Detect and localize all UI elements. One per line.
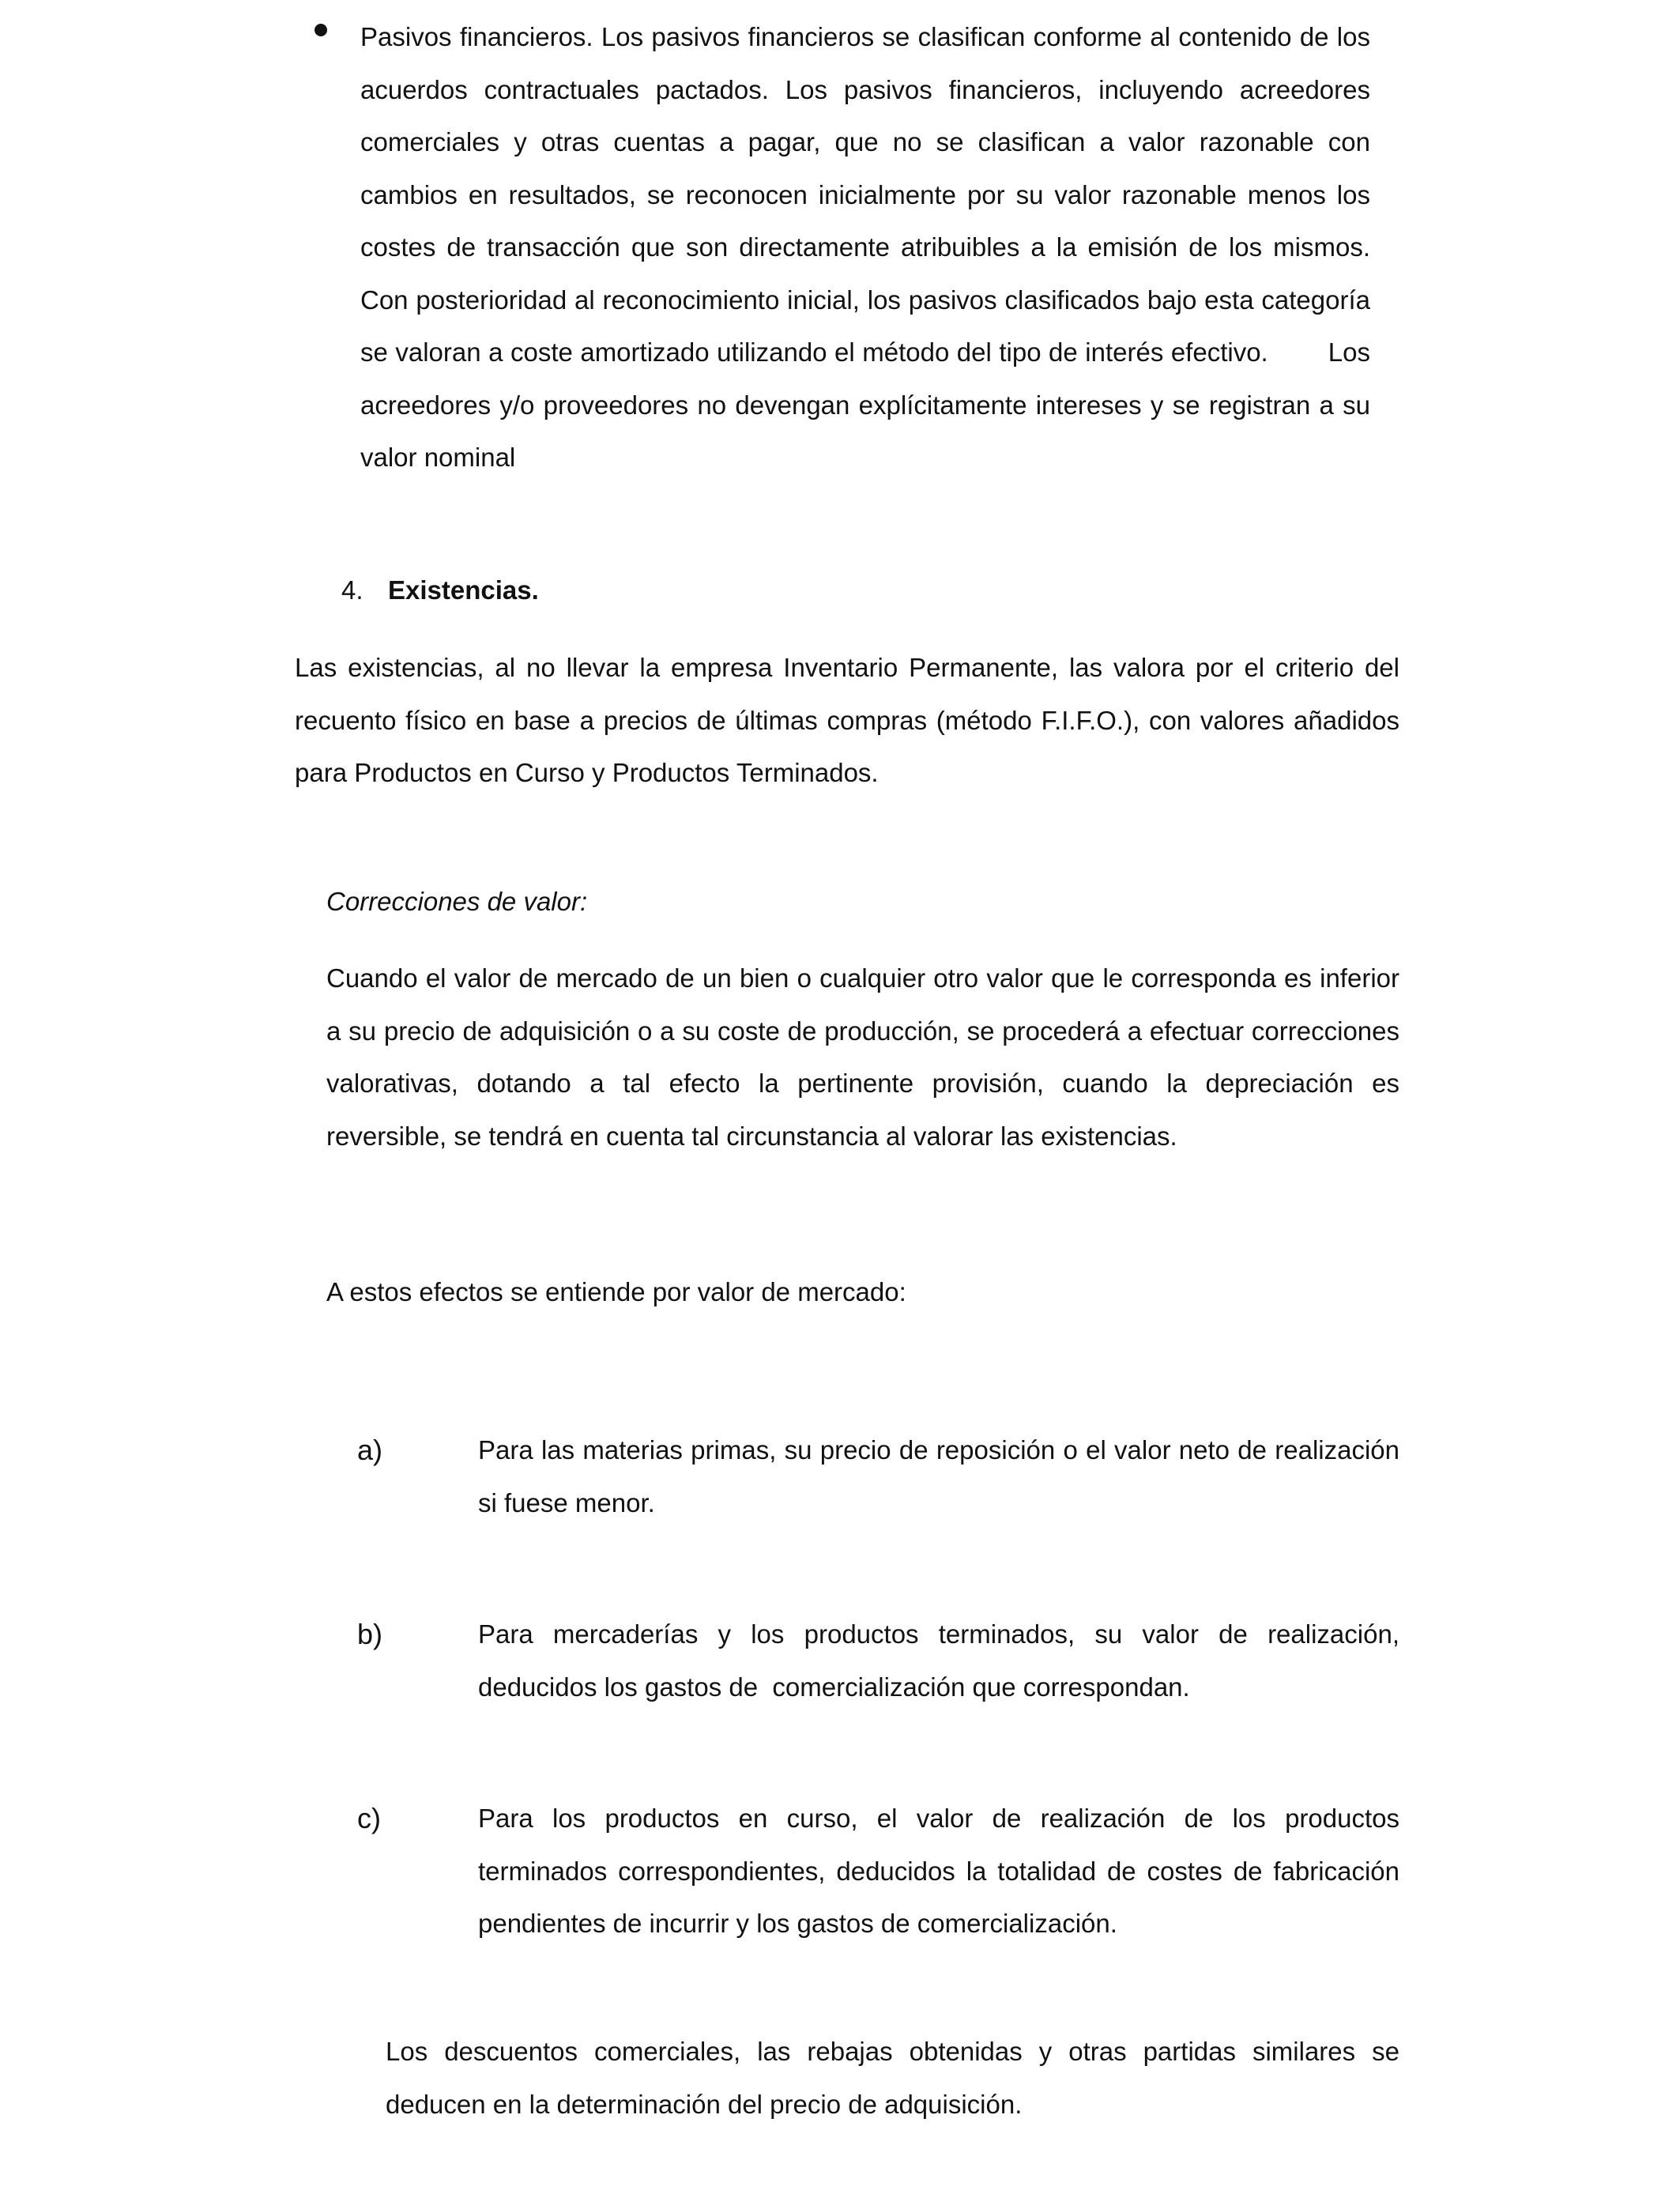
- paragraph-descuentos: Los descuentos comerciales, las rebajas obtenidas y otras partidas similares se deducen en la determinación del precio de adquisición.: [386, 2037, 1399, 2119]
- subheading-correcciones: Correcciones de valor:: [326, 887, 588, 916]
- list-item-b: Para mercaderías y los productos terminados, su valor de realización, deducidos los gastos de comercialización que correspondan.: [478, 1619, 1407, 1702]
- list-marker-a: a): [357, 1434, 383, 1466]
- paragraph-correcciones: Cuando el valor de mercado de un bien o cualquier otro valor que le corresponda es inferior a su precio de adquisición o a su coste de producción, se procederá a efectuar correcciones valorativas, dotando a tal efecto la pertinente provisión, cuando la depreciación es reversible, se tendrá en cuenta tal circunstancia al valorar las existencias.: [326, 963, 1399, 1151]
- bullet-icon: [315, 24, 327, 36]
- list-item-a: Para las materias primas, su precio de reposición o el valor neto de realización si fuese menor.: [478, 1435, 1399, 1517]
- section-number: 4.: [341, 575, 363, 605]
- list-marker-b: b): [357, 1618, 383, 1650]
- paragraph-valor-mercado-intro: A estos efectos se entiende por valor de mercado:: [326, 1277, 906, 1306]
- list-marker-c: c): [357, 1802, 381, 1834]
- bullet-paragraph-pasivos-financieros: Pasivos financieros. Los pasivos financieros se clasifican conforme al contenido de los acuerdos contractuales pactados. Los pasivos financieros, incluyendo acreedores comerciales y otras cuentas a pagar, que no se clasifican a valor razonable con cambios en resultados, se reconocen inicialmente por su valor razonable menos los costes de transacción que son directamente atribuibles a la emisión de los mismos. Con posterioridad al reconocimiento inicial, los pasivos clasificados bajo esta categoría se valoran a coste amortizado utilizando el método del tipo de interés efectivo. Los acreedores y/o proveedores no devengan explícitamente intereses y se registran a su valor nominal: [360, 22, 1378, 472]
- paragraph-existencias: Las existencias, al no llevar la empresa Inventario Permanente, las valora por el criterio del recuento físico en base a precios de últimas compras (método F.I.F.O.), con valores añadidos para Productos en Curso y Productos Terminados.: [295, 653, 1399, 787]
- section-title: Existencias.: [388, 575, 539, 605]
- list-item-c: Para los productos en curso, el valor de realización de los productos terminados correspondientes, deducidos la totalidad de costes de fabricación pendientes de incurrir y los gastos de comercialización.: [478, 1804, 1399, 1938]
